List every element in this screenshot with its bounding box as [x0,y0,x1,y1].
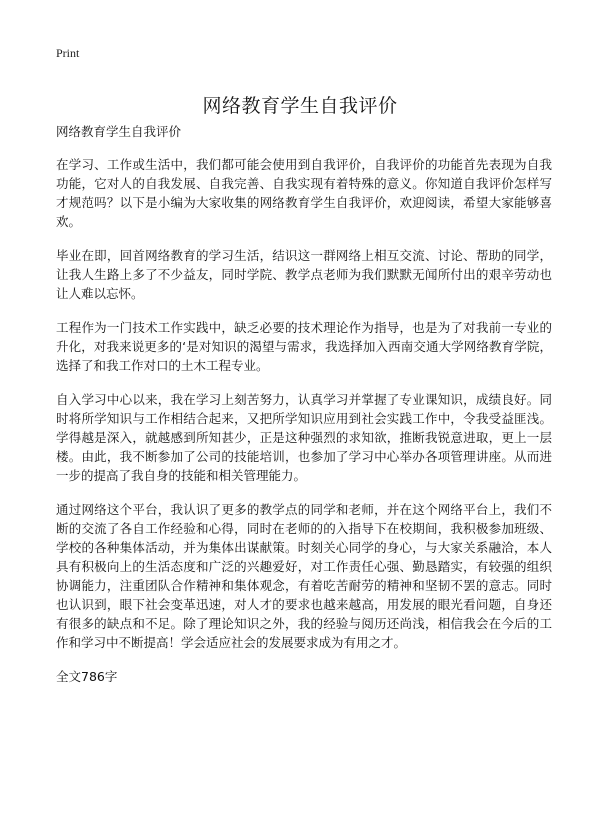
word-count: 全文786字 [56,669,118,684]
paragraph-study: 自入学习中心以来，我在学习上刻苦努力，认真学习并掌握了专业课知识，成绩良好。同时将所学知识与工作相结合起来，又把所学知识应用到社会实践工作中，令我受益匪浅。学得越是深入，就越感到所知甚少，正是这种强烈的求知欲，推断我锐意进取，更上一层楼。由此，我不断参加了公司的技能培训，也参加了学习中心举办各项管理讲座。从而进一步的提高了我自身的技能和相关管理能力。 [56,392,552,483]
paragraph-intro: 在学习、工作或生活中，我们都可能会使用到自我评价，自我评价的功能首先表现为自我功能，它对人的自我发展、自我完善、自我实现有着特殊的意义。你知道自我评价怎样写才规范吗？以下是小编为大家收集的网络教育学生自我评价，欢迎阅读，希望大家能够喜欢。 [56,157,552,229]
document-subtitle: 网络教育学生自我评价 [56,124,182,139]
paragraph-network-platform: 通过网络这个平台，我认识了更多的教学点的同学和老师，并在这个网络平台上，我们不断的交流了各自工作经验和心得，同时在老师的的入指导下在校期间，我积极参加班级、学校的各种集体活动，并为集体出谋献策。时刻关心同学的身心，与大家关系融洽，本人具有积极向上的生活态度和广泛的兴趣爱好，对工作责任心强、勤恳踏实，有较强的组织协调能力，注重团队合作精神和集体观念，有着吃苦耐劳的精神和坚韧不罢的意志。同时也认识到，眼下社会变革迅速，对人才的要求也越来越高，用发展的眼光看问题，自身还有很多的缺点和不足。除了理论知识之外，我的经验与阅历还尚浅，相信我会在今后的工作和学习中不断提高！学会适应社会的发展要求成为有用之才。 [56,502,552,650]
document-title: 网络教育学生自我评价 [202,94,398,117]
print-link[interactable]: Print [56,46,80,60]
paragraph-graduation: 毕业在即，回首网络教育的学习生活，结识这一群网络上相互交流、讨论、帮助的同学，让我人生路上多了不少益友，同时学院、教学点老师为我们默默无闻所付出的艰辛劳动也让人难以忘怀。 [56,248,552,301]
document-body [56,122,552,701]
paragraph-major-choice: 工程作为一门技术工作实践中，缺乏必要的技术理论作为指导，也是为了对我前一专业的升化，对我来说更多的‘是对知识的渴望与需求，我选择加入西南交通大学网络教育学院，选择了和我工作对口的土木工程专业。 [56,320,552,373]
